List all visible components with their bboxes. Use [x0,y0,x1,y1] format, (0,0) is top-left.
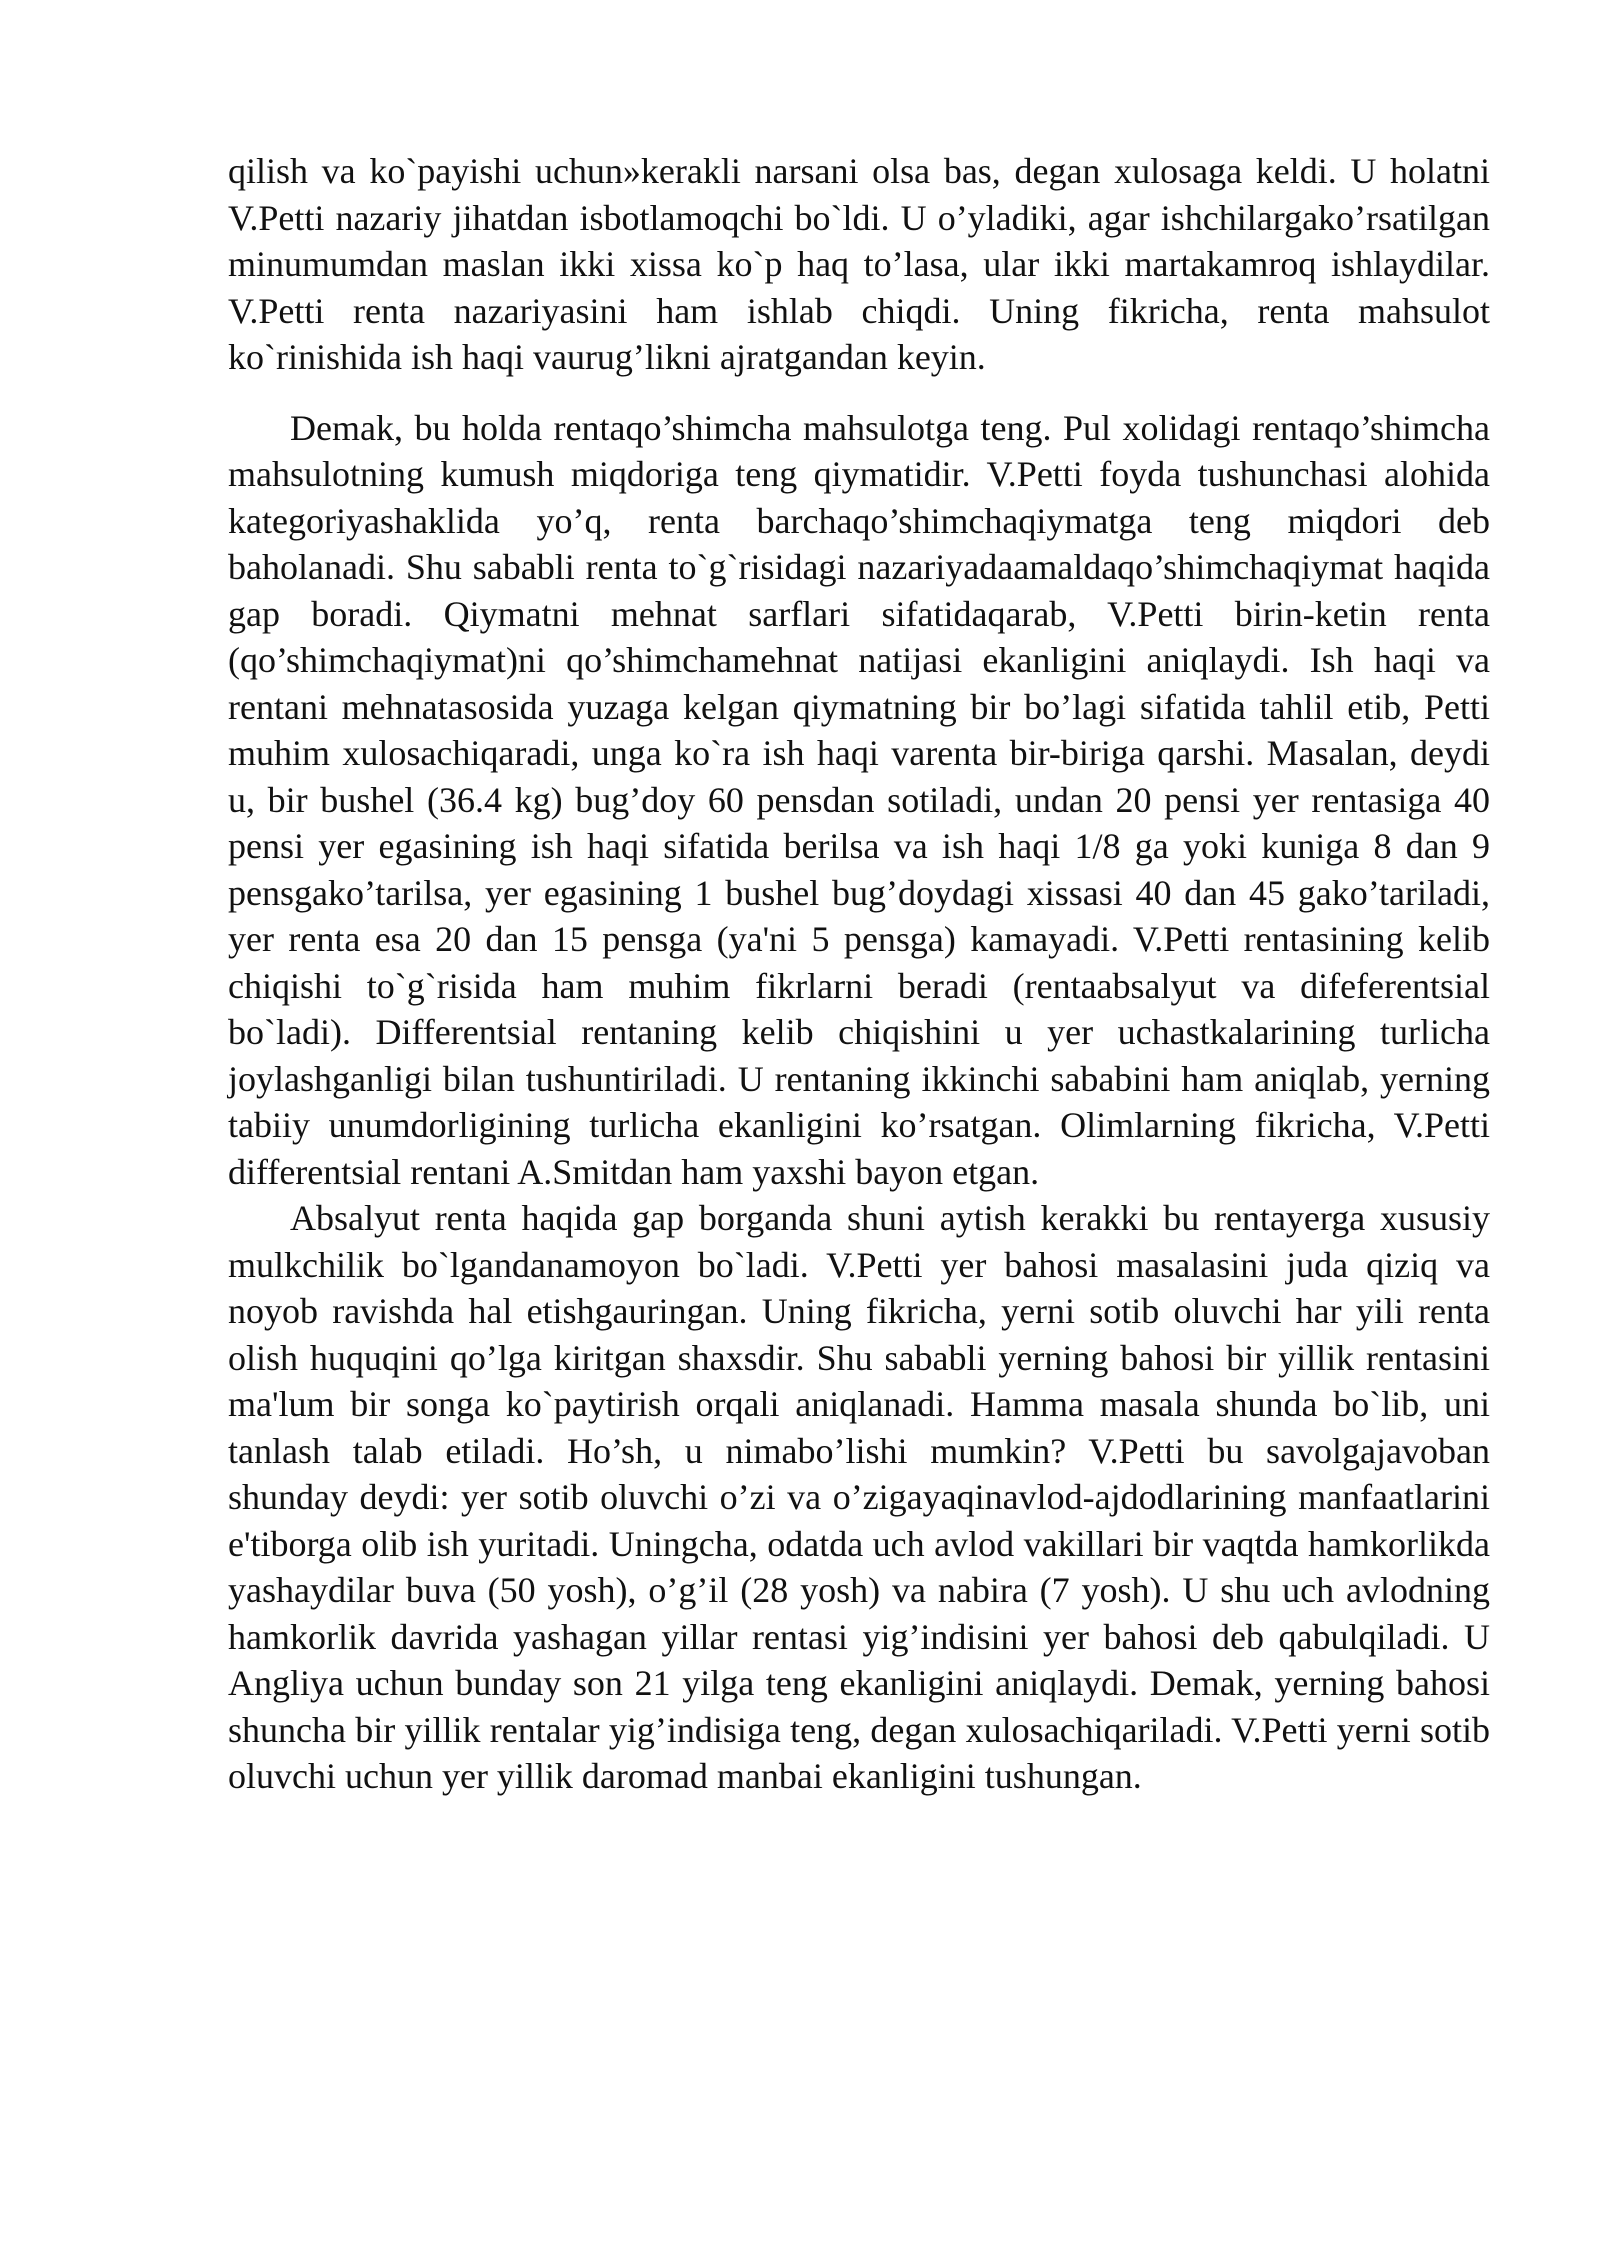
paragraph-3: Absalyut renta haqida gap borganda shuni aytish kerakki bu rentayerga xususiy mulkchilik bo`lgandanamoyon bo`ladi. V.Petti yer bahosi masalasini juda qiziq va noyob ravishda hal etishgauringan. Uning fikricha, yerni sotib oluvchi har yili renta olish huquqini qo’lga kiritgan shaxsdir. Shu sababli yerning bahosi bir yillik rentasini ma'lum bir songa ko`paytirish orqali aniqlanadi. Hamma masala shunda bo`lib, uni tanlash talab etiladi. Ho’sh, u nimabo’lishi mumkin? V.Petti bu savolgajavoban shunday deydi: yer sotib oluvchi o’zi va o’zigayaqinavlod-ajdodlarining manfaatlarini e'tiborga olib ish yuritadi. Uningcha, odatda uch avlod vakillari bir vaqtda hamkorlikda yashaydilar buva (50 yosh), o’g’il (28 yosh) va nabira (7 yosh). U shu uch avlodning hamkorlik davrida yashagan yillar rentasi yig’indisini yer bahosi deb qabulqiladi. U Angliya uchun bunday son 21 yilga teng ekanligini aniqlaydi. Demak, yerning bahosi shuncha bir yillik rentalar yig’indisiga teng, degan xulosachiqariladi. V.Petti yerni sotib oluvchi uchun yer yillik daromad manbai ekanligini tushungan. [228,1198,1490,1796]
paragraph-1: qilish va ko`payishi uchun»kerakli narsani olsa bas, degan xulosaga keldi. U holatni V.Petti nazariy jihatdan isbotlamoqchi bo`ldi. U o’yladiki, agar ishchilargako’rsatilgan minumumdan maslan ikki xissa ko`p haq to’lasa, ular ikki martakamroq ishlaydilar. V.Petti renta nazariyasini ham ishlab chiqdi. Uning fikricha, renta mahsulot ko`rinishida ish haqi vaurug’likni ajratgandan keyin. [228,151,1490,377]
document-page [228,148,1490,1800]
paragraph-2: Demak, bu holda rentaqo’shimcha mahsulotga teng. Pul xolidagi rentaqo’shimcha mahsulotning kumush miqdoriga teng qiymatidir. V.Petti foyda tushunchasi alohida kategoriyashaklida yo’q, renta barchaqo’shimchaqiymatga teng miqdori deb baholanadi. Shu sababli renta to`g`risidagi nazariyadaamaldaqo’shimchaqiymat haqida gap boradi. Qiymatni mehnat sarflari sifatidaqarab, V.Petti birin-ketin renta (qo’shimchaqiymat)ni qo’shimchamehnat natijasi ekanligini aniqlaydi. Ish haqi va rentani mehnatasosida yuzaga kelgan qiymatning bir bo’lagi sifatida tahlil etib, Petti muhim xulosachiqaradi, unga ko`ra ish haqi varenta bir-biriga qarshi. Masalan, deydi u, bir bushel (36.4 kg) bug’doy 60 pensdan sotiladi, undan 20 pensi yer rentasiga 40 pensi yer egasining ish haqi sifatida berilsa va ish haqi 1/8 ga yoki kuniga 8 dan 9 pensgako’tarilsa, yer egasining 1 bushel bug’doydagi xissasi 40 dan 45 gako’tariladi, yer renta esa 20 dan 15 pensga (ya'ni 5 pensga) kamayadi. V.Petti rentasining kelib chiqishi to`g`risida ham muhim fikrlarni beradi (rentaabsalyut va difeferentsial bo`ladi). Differentsial rentaning kelib chiqishini u yer uchastkalarining turlicha joylashganligi bilan tushuntiriladi. U rentaning ikkinchi sababini ham aniqlab, yerning tabiiy unumdorligining turlicha ekanligini ko’rsatgan. Olimlarning fikricha, V.Petti differentsial rentani A.Smitdan ham yaxshi bayon etgan. [228,407,1490,1192]
